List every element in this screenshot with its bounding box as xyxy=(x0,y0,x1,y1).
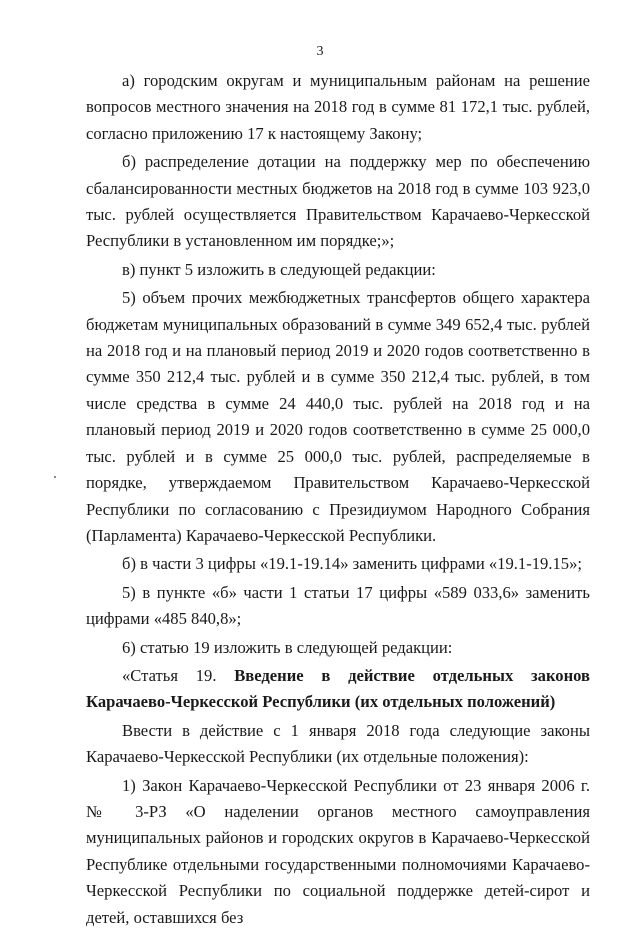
page-number: 3 xyxy=(316,44,324,59)
paragraph-article-17: 5) в пункте «б» части 1 статьи 17 цифры «589 033,6» заменить цифрами «485 840,8»; xyxy=(86,582,590,629)
article-prefix: «Статья 19. xyxy=(122,665,217,685)
paragraph-point-5: 5) объем прочих межбюджетных трансфертов общего характера бюджетам муниципальных образований в сумме 349 652,4 тыс. рублей на 2018 год и на плановый период 2019 и 2020 годов соответственно в сумме 350 212,4 тыс. рублей и в сумме 350 212,4 тыс. рублей, в том числе средства в сумме 24 440,0 тыс. рублей на 2018 год и на плановый период 2019 и 2020 годов соответственно в сумме 25 000,0 тыс. рублей и в сумме 25 000,0 тыс. рублей, распределяемые в порядке, утверждаемом Правительством Карачаево-Черкесской Республики по согласованию с Президиумом Народного Собрания (Парламента) Карачаево-Черкесской Республики. xyxy=(86,288,590,545)
document-body xyxy=(86,68,590,931)
scan-mark xyxy=(54,476,56,478)
paragraph-enact: Ввести в действие с 1 января 2018 года следующие законы Карачаево-Черкесской Республики (их отдельные положения): xyxy=(86,720,590,767)
paragraph-law-1: 1) Закон Карачаево-Черкесской Республики от 23 января 2006 г. № 3-РЗ «О наделении органов местного самоуправления муниципальных районов и городских округов в Карачаево-Черкесской Республике отдельными государственными полномочиями Карачаево-Черкесской Республики по социальной поддержке детей-сирот и детей, оставшихся без xyxy=(86,775,590,927)
paragraph-v: в) пункт 5 изложить в следующей редакции: xyxy=(122,259,436,279)
paragraph-a: а) городским округам и муниципальным районам на решение вопросов местного значения на 2018 год в сумме 81 172,1 тыс. рублей, согласно приложению 17 к настоящему Закону; xyxy=(86,71,590,143)
paragraph-article-19: 6) статью 19 изложить в следующей редакции: xyxy=(122,637,453,657)
article-title: Введение в действие отдельных законов Карачаево-Черкесской Республики (их отдельных положений) xyxy=(86,665,590,712)
paragraph-b: б) распределение дотации на поддержку мер по обеспечению сбалансированности местных бюджетов на 2018 год в сумме 103 923,0 тыс. рублей осуществляется Правительством Карачаево-Черкесской Республики в установленном им порядке;»; xyxy=(86,152,590,251)
article-heading xyxy=(86,663,590,716)
paragraph-part-3: б) в части 3 цифры «19.1-19.14» заменить цифрами «19.1-19.15»; xyxy=(122,554,582,574)
